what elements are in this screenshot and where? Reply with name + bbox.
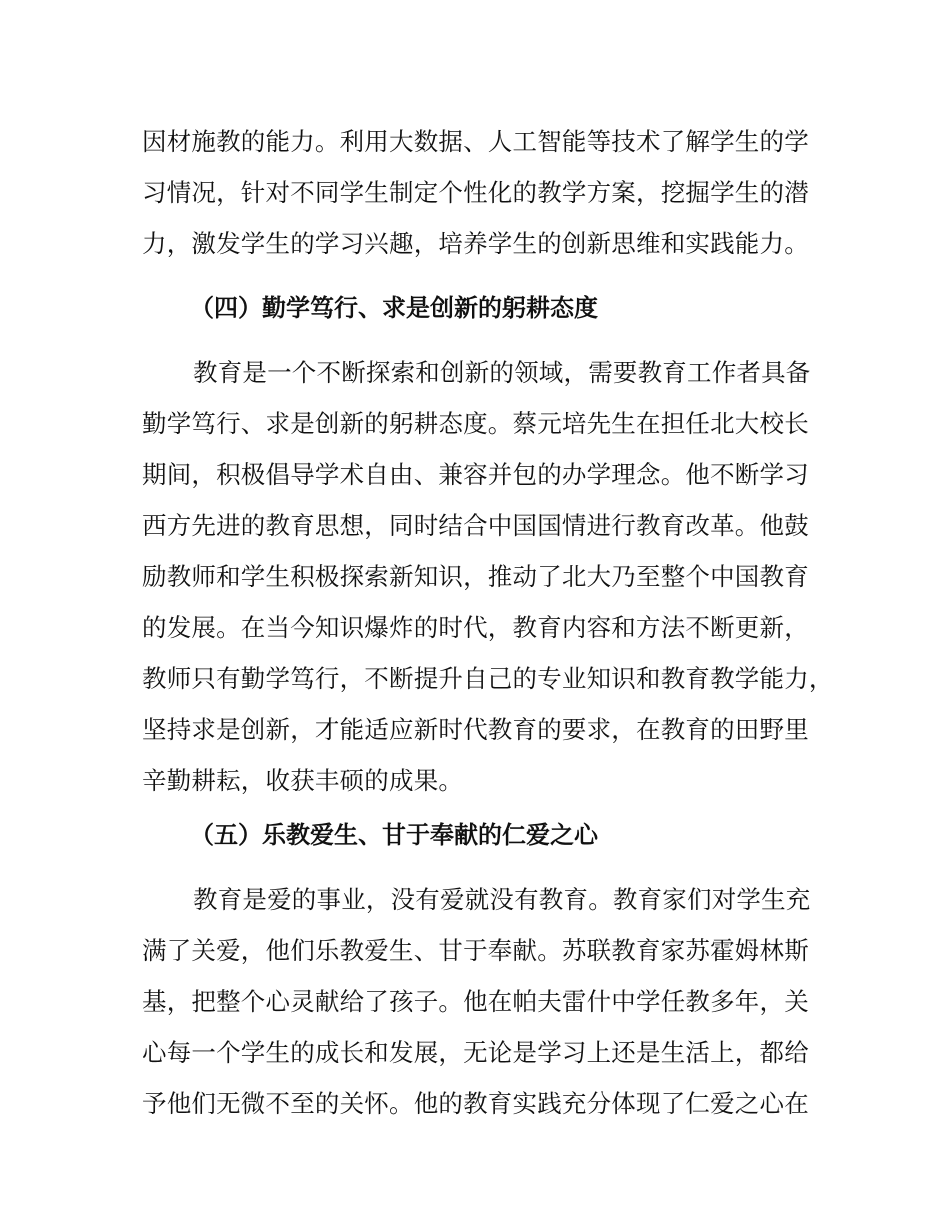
- section-heading-5: （五）乐教爱生、甘于奉献的仁爱之心: [190, 821, 598, 849]
- paragraph-line: 教育是一个不断探索和创新的领域，需要教育工作者具备: [193, 358, 811, 387]
- paragraph-line: 勤学笃行、求是创新的躬耕态度。蔡元培先生在担任北大校长: [142, 409, 809, 438]
- section-heading-4: （四）勤学笃行、求是创新的躬耕态度: [190, 294, 598, 322]
- paragraph-line: 满了关爱，他们乐教爱生、甘于奉献。苏联教育家苏霍姆林斯: [142, 936, 809, 965]
- paragraph-line: 的发展。在当今知识爆炸的时代，教育内容和方法不断更新，: [142, 613, 809, 642]
- paragraph-line: 期间，积极倡导学术自由、兼容并包的办学理念。他不断学习: [142, 460, 809, 489]
- paragraph-line: 心每一个学生的成长和发展，无论是学习上还是生活上，都给: [142, 1038, 809, 1067]
- paragraph-line: 西方先进的教育思想，同时结合中国国情进行教育改革。他鼓: [142, 511, 809, 540]
- paragraph-line: 辛勤耕耘，收获丰硕的成果。: [142, 766, 464, 795]
- paragraph-line: 励教师和学生积极探索新知识，推动了北大乃至整个中国教育: [142, 562, 809, 591]
- paragraph-line: 因材施教的能力。利用大数据、人工智能等技术了解学生的学: [142, 127, 809, 156]
- paragraph-line: 予他们无微不至的关怀。他的教育实践充分体现了仁爱之心在: [142, 1089, 809, 1118]
- paragraph-line: 教师只有勤学笃行，不断提升自己的专业知识和教育教学能力，: [142, 664, 834, 693]
- paragraph-line: 坚持求是创新，才能适应新时代教育的要求，在教育的田野里: [142, 715, 809, 744]
- paragraph-line: 习情况，针对不同学生制定个性化的教学方案，挖掘学生的潜: [142, 178, 809, 207]
- paragraph-line: 力，激发学生的学习兴趣，培养学生的创新思维和实践能力。: [142, 229, 809, 258]
- paragraph-line: 基，把整个心灵献给了孩子。他在帕夫雷什中学任教多年，关: [142, 987, 809, 1016]
- paragraph-line: 教育是爱的事业，没有爱就没有教育。教育家们对学生充: [193, 885, 811, 914]
